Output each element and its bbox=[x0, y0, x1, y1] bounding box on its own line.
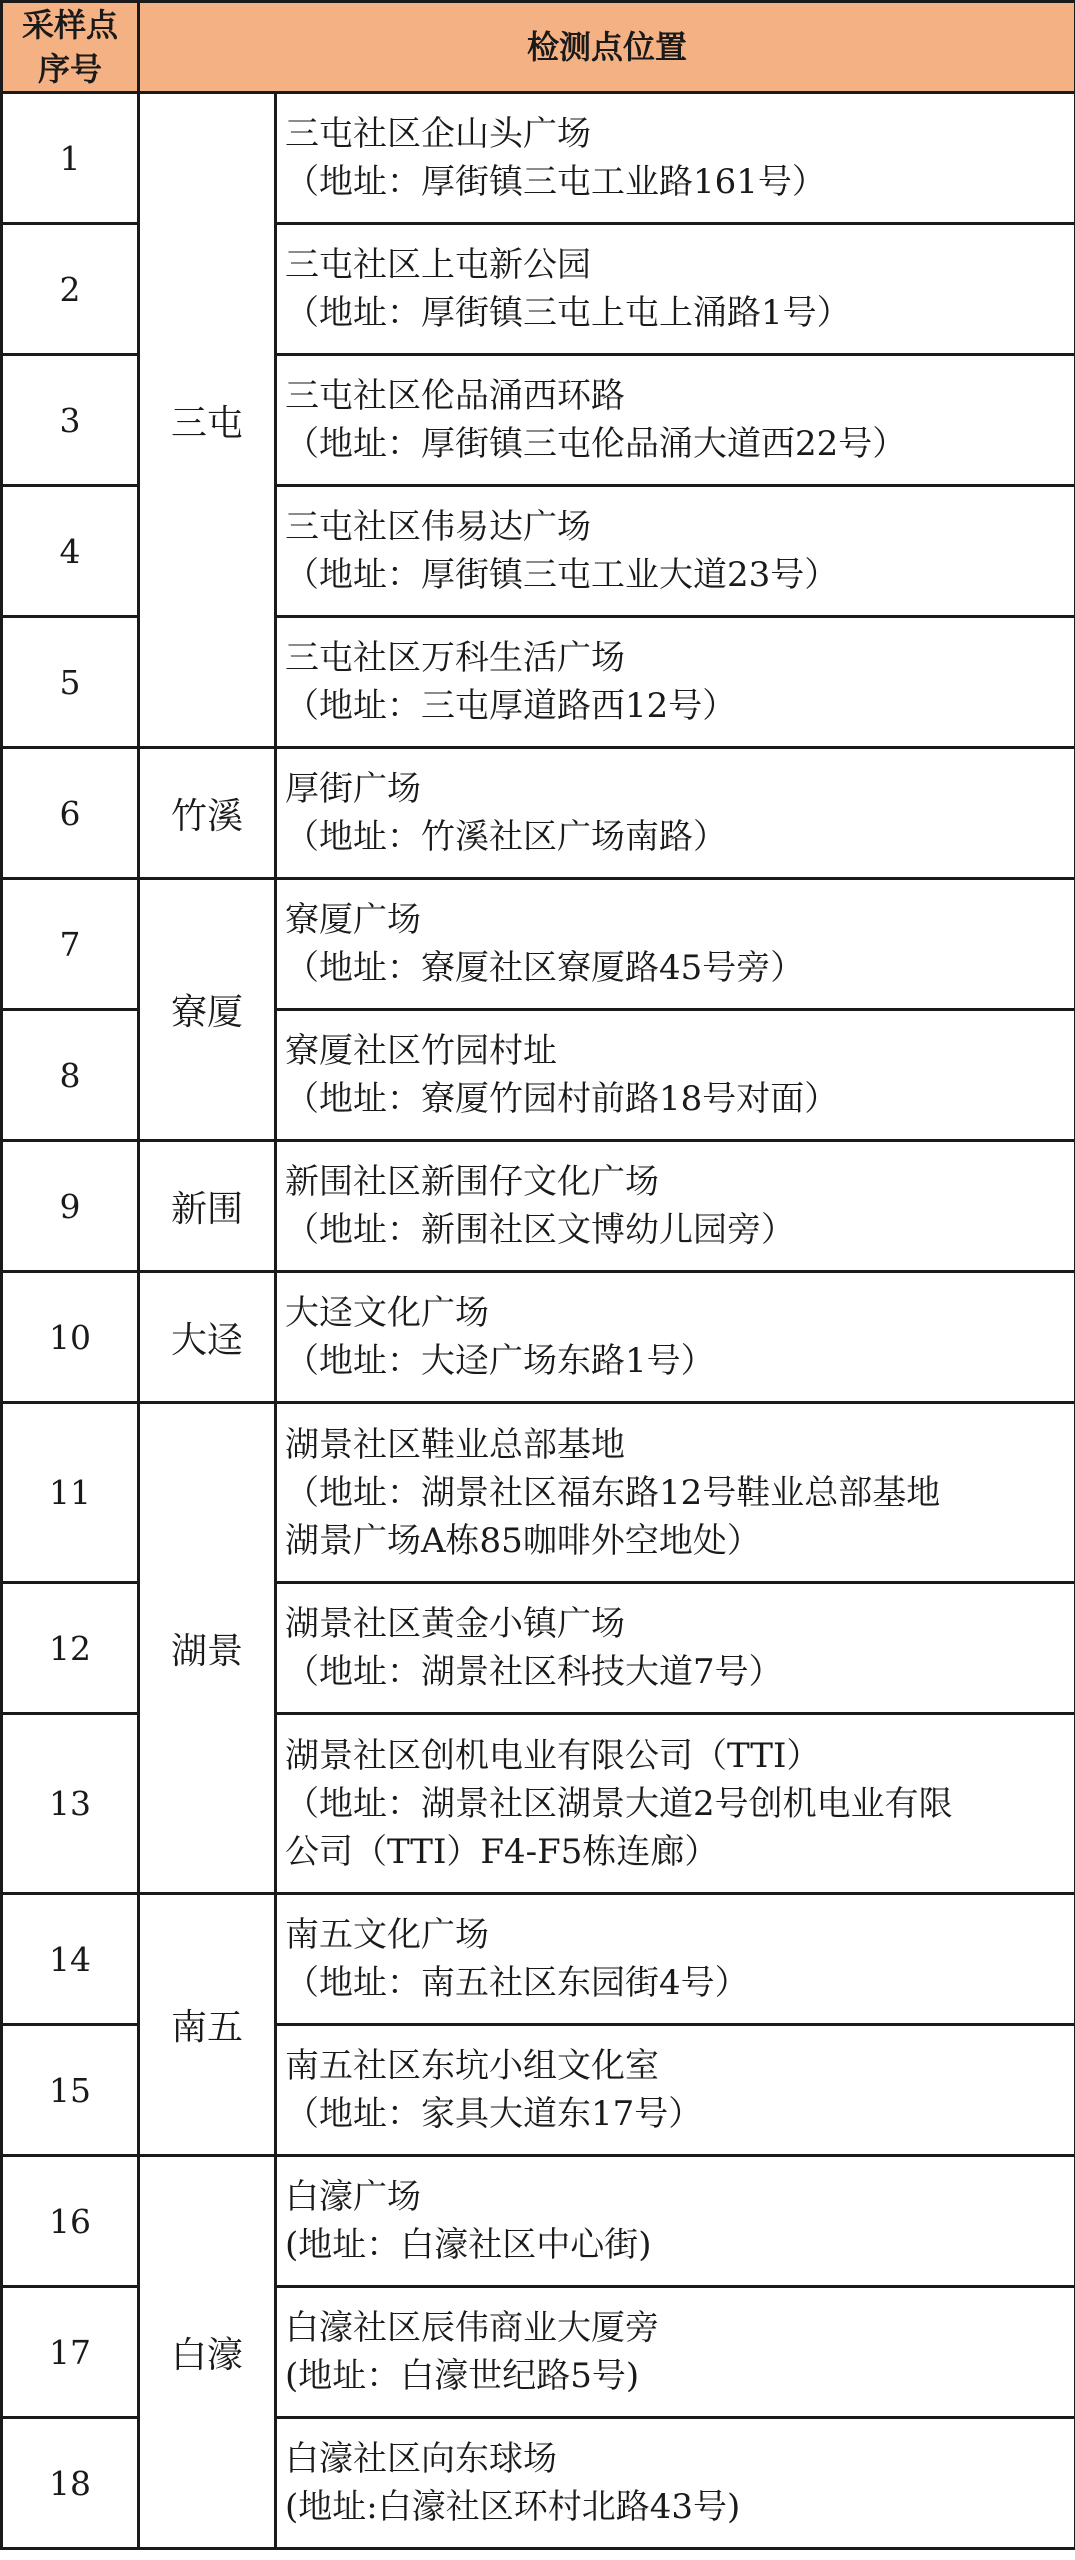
location-name: 新围社区新围仔文化广场 bbox=[285, 1162, 659, 1202]
row-number: 8 bbox=[2, 1010, 139, 1141]
location-cell bbox=[276, 617, 1075, 748]
location-cell bbox=[276, 486, 1075, 617]
location-name: 厚街广场 bbox=[285, 769, 421, 809]
location-name: 湖景社区创机电业有限公司（TTI） bbox=[285, 1735, 821, 1776]
community-cell: 三屯 bbox=[139, 93, 276, 748]
location-name: 三屯社区万科生活广场 bbox=[285, 638, 625, 678]
table-row bbox=[2, 1272, 1075, 1403]
table-header-row bbox=[2, 2, 1075, 93]
location-cell bbox=[276, 2287, 1075, 2418]
row-number: 18 bbox=[2, 2418, 139, 2549]
header-sampling-index-line1: 采样点 bbox=[21, 6, 118, 44]
table-row bbox=[2, 2156, 1075, 2287]
row-number: 11 bbox=[2, 1403, 139, 1583]
row-number: 5 bbox=[2, 617, 139, 748]
community-cell: 竹溪 bbox=[139, 748, 276, 879]
location-address: （地址：湖景社区福东路12号鞋业总部基地 bbox=[285, 1472, 941, 1513]
row-number: 12 bbox=[2, 1583, 139, 1714]
location-address: （地址：厚街镇三屯上屯上涌路1号） bbox=[285, 293, 851, 333]
row-number: 3 bbox=[2, 355, 139, 486]
row-number: 15 bbox=[2, 2025, 139, 2156]
table-row bbox=[2, 748, 1075, 879]
row-number: 13 bbox=[2, 1714, 139, 1894]
location-name: 南五社区东坑小组文化室 bbox=[285, 2046, 659, 2086]
location-cell bbox=[276, 355, 1075, 486]
community-cell: 南五 bbox=[139, 1894, 276, 2156]
location-cell bbox=[276, 1010, 1075, 1141]
location-address: （地址：湖景社区湖景大道2号创机电业有限 bbox=[285, 1783, 953, 1824]
location-name: 白濠广场 bbox=[285, 2177, 421, 2217]
location-address: （地址：竹溪社区广场南路） bbox=[285, 817, 727, 857]
location-cell bbox=[276, 2156, 1075, 2287]
location-cell bbox=[276, 1403, 1075, 1583]
location-address: （地址：厚街镇三屯伦品涌大道西22号） bbox=[285, 424, 907, 464]
community-cell: 新围 bbox=[139, 1141, 276, 1272]
location-cell bbox=[276, 224, 1075, 355]
row-number: 2 bbox=[2, 224, 139, 355]
header-location: 检测点位置 bbox=[139, 2, 1075, 93]
location-address: (地址：白濠社区中心街) bbox=[285, 2225, 652, 2265]
location-cell bbox=[276, 2025, 1075, 2156]
table-row bbox=[2, 879, 1075, 1010]
location-cell bbox=[276, 93, 1075, 224]
location-address: (地址:白濠社区环村北路43号) bbox=[285, 2487, 741, 2527]
row-number: 9 bbox=[2, 1141, 139, 1272]
table-row bbox=[2, 1894, 1075, 2025]
row-number: 1 bbox=[2, 93, 139, 224]
location-address: （地址：家具大道东17号） bbox=[285, 2094, 703, 2134]
location-address: （地址：大迳广场东路1号） bbox=[285, 1341, 715, 1381]
table-row bbox=[2, 1141, 1075, 1272]
location-name: 三屯社区上屯新公园 bbox=[285, 245, 591, 285]
location-cell bbox=[276, 748, 1075, 879]
location-address: （地址：湖景社区科技大道7号） bbox=[285, 1652, 783, 1692]
header-sampling-index bbox=[2, 2, 139, 93]
location-address: （地址：寮厦社区寮厦路45号旁） bbox=[285, 948, 805, 988]
location-cell bbox=[276, 1272, 1075, 1403]
location-name: 寮厦社区竹园村址 bbox=[285, 1031, 557, 1071]
community-cell: 白濠 bbox=[139, 2156, 276, 2549]
location-cell bbox=[276, 1141, 1075, 1272]
location-cell bbox=[276, 1583, 1075, 1714]
location-address: （地址：新围社区文博幼儿园旁） bbox=[285, 1210, 795, 1250]
location-address: （地址：三屯厚道路西12号） bbox=[285, 686, 737, 726]
table-row bbox=[2, 1403, 1075, 1583]
location-address-cont: 湖景广场A栋85咖啡外空地处） bbox=[285, 1520, 761, 1561]
location-name: 大迳文化广场 bbox=[285, 1293, 489, 1333]
location-address: （地址：厚街镇三屯工业路161号） bbox=[285, 162, 826, 202]
row-number: 6 bbox=[2, 748, 139, 879]
location-name: 三屯社区伦品涌西环路 bbox=[285, 376, 625, 416]
community-cell: 湖景 bbox=[139, 1403, 276, 1894]
location-address: （地址：厚街镇三屯工业大道23号） bbox=[285, 555, 839, 595]
row-number: 16 bbox=[2, 2156, 139, 2287]
location-cell bbox=[276, 1714, 1075, 1894]
row-number: 7 bbox=[2, 879, 139, 1010]
row-number: 17 bbox=[2, 2287, 139, 2418]
location-name: 白濠社区辰伟商业大厦旁 bbox=[285, 2308, 659, 2348]
location-name: 寮厦广场 bbox=[285, 900, 421, 940]
location-cell bbox=[276, 2418, 1075, 2549]
location-address: (地址：白濠世纪路5号) bbox=[285, 2356, 640, 2396]
location-address: （地址：寮厦竹园村前路18号对面） bbox=[285, 1079, 839, 1119]
location-name: 湖景社区鞋业总部基地 bbox=[285, 1424, 625, 1465]
location-name: 南五文化广场 bbox=[285, 1915, 489, 1955]
community-cell: 寮厦 bbox=[139, 879, 276, 1141]
table-row bbox=[2, 93, 1075, 224]
location-name: 三屯社区伟易达广场 bbox=[285, 507, 591, 547]
row-number: 14 bbox=[2, 1894, 139, 2025]
row-number: 10 bbox=[2, 1272, 139, 1403]
location-address-cont: 公司（TTI）F4-F5栋连廊） bbox=[285, 1831, 719, 1872]
location-address: （地址：南五社区东园街4号） bbox=[285, 1963, 749, 2003]
location-name: 湖景社区黄金小镇广场 bbox=[285, 1604, 625, 1644]
location-name: 三屯社区企山头广场 bbox=[285, 114, 591, 154]
location-cell bbox=[276, 1894, 1075, 2025]
row-number: 4 bbox=[2, 486, 139, 617]
header-sampling-index-line2: 序号 bbox=[37, 50, 102, 88]
community-cell: 大迳 bbox=[139, 1272, 276, 1403]
location-cell bbox=[276, 879, 1075, 1010]
location-name: 白濠社区向东球场 bbox=[285, 2439, 557, 2479]
